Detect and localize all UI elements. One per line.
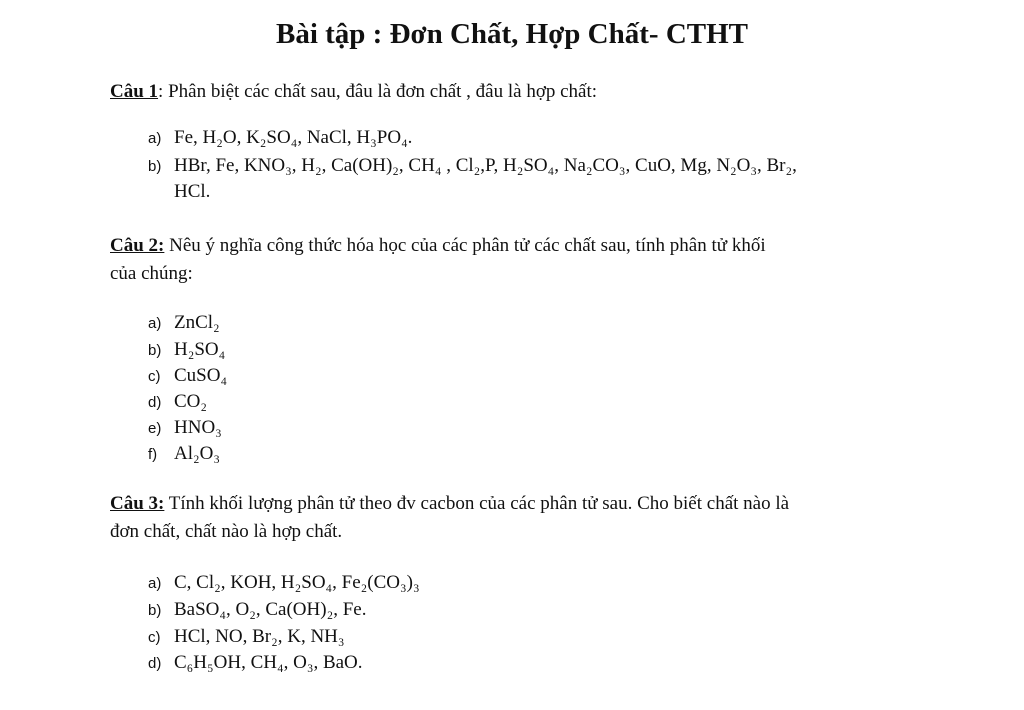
item-formula-continuation: HCl. [174, 181, 211, 202]
page-title: Bài tập : Đơn Chất, Hợp Chất- CTHT [275, 18, 748, 50]
question-1-item-a [148, 125, 968, 151]
question-2 [110, 232, 970, 288]
question-3-label: Câu 3: [110, 493, 165, 514]
item-formula: ZnCl₂ [174, 312, 220, 333]
item-marker: b) [148, 342, 162, 359]
question-3-item-a [148, 570, 968, 596]
question-3-item-c [148, 624, 968, 650]
item-formula: Al₂O₃ [174, 443, 220, 464]
item-marker: c) [148, 368, 161, 385]
item-marker: e) [148, 420, 162, 437]
item-formula: C, Cl₂, KOH, H₂SO₄, Fe₂(CO₃)₃ [174, 572, 420, 593]
question-3-text-cont: đơn chất, chất nào là hợp chất. [110, 521, 343, 542]
question-2-label: Câu 2: [110, 235, 165, 256]
question-2-item-b [148, 337, 968, 363]
question-1-item-b [148, 153, 968, 204]
item-formula: CO₂ [174, 391, 208, 412]
item-marker: d) [148, 655, 162, 672]
question-1-label: Câu 1 [110, 81, 159, 102]
item-marker: c) [148, 629, 161, 646]
question-3-item-b [148, 597, 968, 623]
item-marker: a) [148, 130, 162, 147]
item-formula: HBr, Fe, KNO₃, H₂, Ca(OH)₂, CH₄ , Cl₂,P, H₂SO₄, Na₂CO₃, CuO, Mg, N₂O₃, Br₂, [174, 155, 797, 176]
item-formula: HNO₃ [174, 417, 222, 438]
question-2-item-d [148, 389, 968, 415]
item-marker: b) [148, 158, 162, 175]
item-formula: CuSO₄ [174, 365, 228, 386]
item-marker: f) [148, 446, 158, 463]
question-1-text: : Phân biệt các chất sau, đâu là đơn chất , đâu là hợp chất: [158, 81, 598, 102]
question-3-item-d [148, 650, 968, 676]
question-3 [110, 490, 970, 546]
item-formula: H₂SO₄ [174, 339, 226, 360]
item-marker: b) [148, 602, 162, 619]
question-2-item-c [148, 363, 968, 389]
item-marker: a) [148, 315, 162, 332]
item-marker: a) [148, 575, 162, 592]
item-formula: C₆H₅OH, CH₄, O₃, BaO. [174, 652, 363, 673]
item-marker: d) [148, 394, 162, 411]
question-3-text: Tính khối lượng phân tử theo đv cacbon của các phân tử sau. Cho biết chất nào là [164, 493, 790, 514]
item-formula: Fe, H₂O, K₂SO₄, NaCl, H₃PO₄. [174, 127, 413, 148]
question-2-item-a [148, 310, 968, 336]
question-2-text-cont: của chúng: [110, 263, 193, 284]
question-2-text: Nêu ý nghĩa công thức hóa học của các phân tử các chất sau, tính phân tử khối [164, 235, 766, 256]
question-1 [110, 78, 970, 106]
item-formula: BaSO₄, O₂, Ca(OH)₂, Fe. [174, 599, 367, 620]
question-2-item-f [148, 441, 968, 467]
item-formula: HCl, NO, Br₂, K, NH₃ [174, 626, 345, 647]
question-2-item-e [148, 415, 968, 441]
